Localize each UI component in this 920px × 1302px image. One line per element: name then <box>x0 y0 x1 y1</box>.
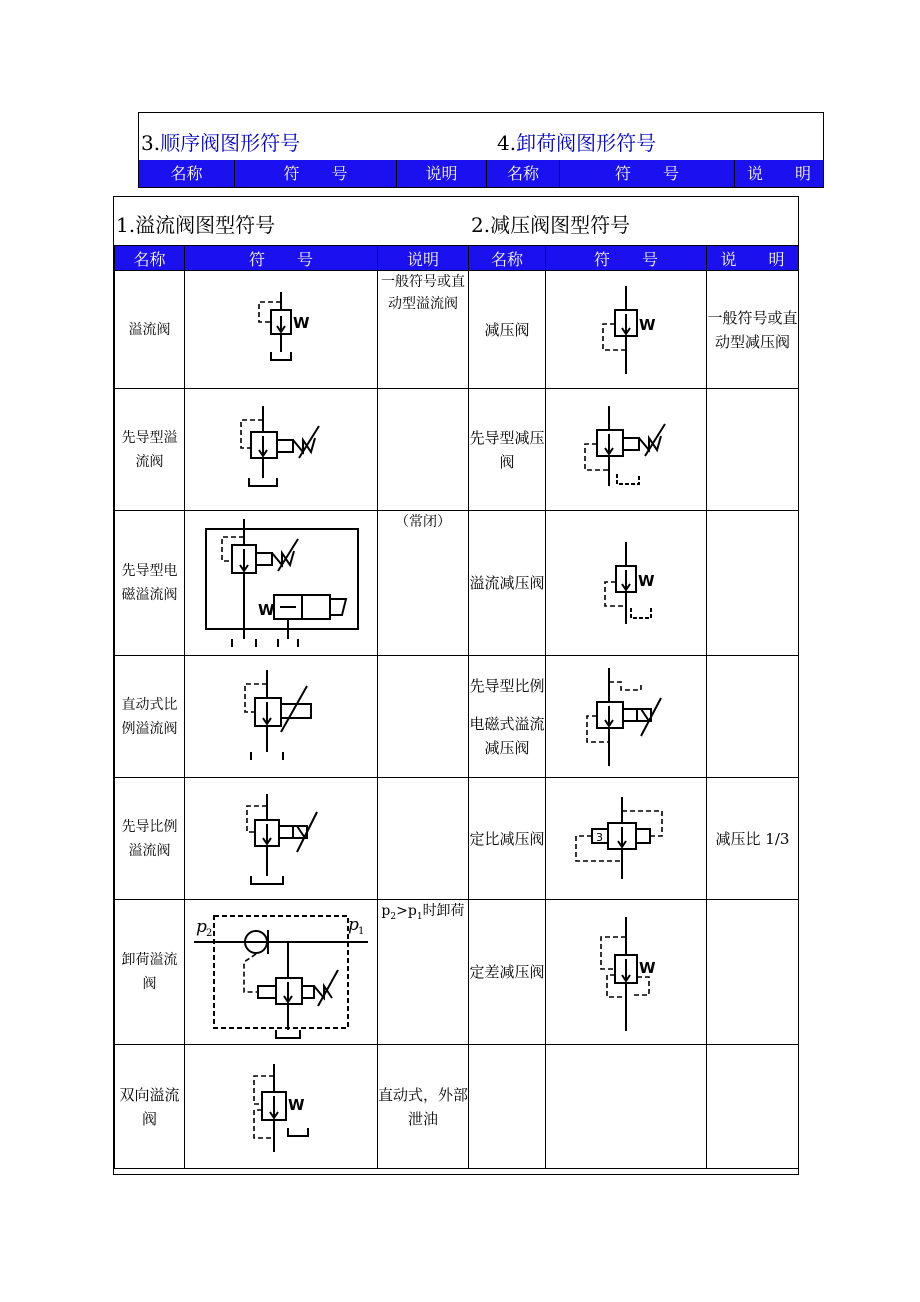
table-row <box>115 271 799 389</box>
row3-left-note: （常闭） <box>378 511 469 656</box>
section1-title: 1.溢流阀图型符号 <box>116 213 276 237</box>
fixed-ratio-reducing-valve-icon <box>556 789 696 889</box>
pilot-relief-valve-icon <box>211 400 351 500</box>
header-note-right: 说 明 <box>707 246 799 271</box>
section3-title: 3.顺序阀图形符号 <box>141 131 301 155</box>
svg-text:1: 1 <box>358 926 365 937</box>
header-name-left: 名称 <box>115 246 185 271</box>
row2-right-note <box>707 389 799 511</box>
pilot-solenoid-relief-valve-icon <box>188 515 374 651</box>
row5-left-note <box>378 778 469 900</box>
relief-valve-icon <box>221 280 341 380</box>
table-row <box>115 900 799 1045</box>
svg-text:W: W <box>258 601 275 619</box>
svg-text:W: W <box>293 313 310 332</box>
bidirectional-relief-valve-symbol <box>185 1045 378 1169</box>
fixed-difference-reducing-valve-icon <box>571 907 681 1037</box>
svg-text:W: W <box>638 572 655 590</box>
table-row <box>115 778 799 900</box>
fixed-difference-reducing-valve-symbol <box>546 900 707 1045</box>
top-header-note-1: 说明 <box>397 160 487 187</box>
top-header-name-2: 名称 <box>487 160 560 187</box>
table-row <box>115 1045 799 1169</box>
row1-left-note: 一般符号或直动型溢流阀 <box>378 271 469 389</box>
row3-right-note <box>707 511 799 656</box>
pilot-reducing-valve-symbol <box>546 389 707 511</box>
header-name-right: 名称 <box>469 246 546 271</box>
row1-right-name: 减压阀 <box>469 271 546 389</box>
row5-right-note: 减压比 1/3 <box>707 778 799 900</box>
svg-text:p: p <box>348 915 359 935</box>
row5-right-name: 定比减压阀 <box>469 778 546 900</box>
row4-right-name-line1: 先导型比例 <box>469 676 545 695</box>
direct-proportional-relief-valve-symbol <box>185 656 378 778</box>
valve-symbol-grid <box>114 245 799 1169</box>
section4-title: 4.卸荷阀图形符号 <box>497 131 657 155</box>
top-header-note-2: 说 明 <box>746 164 811 183</box>
pilot-proportional-reducing-valve-symbol <box>546 656 707 778</box>
main-header-row <box>115 246 799 271</box>
row7-right-note <box>707 1045 799 1169</box>
fixed-ratio-reducing-valve-symbol <box>546 778 707 900</box>
row2-right-name: 先导型减压阀 <box>469 389 546 511</box>
row7-right-symbol <box>546 1045 707 1169</box>
section2-title: 2.减压阀图型符号 <box>471 213 631 237</box>
table-row <box>115 389 799 511</box>
relief-valve-symbol <box>185 271 378 389</box>
sequence-unloading-table <box>138 112 824 188</box>
pilot-proportional-relief-valve-symbol <box>185 778 378 900</box>
row5-left-name: 先导比例溢流阀 <box>115 778 185 900</box>
table-row <box>115 656 799 778</box>
pilot-reducing-valve-icon <box>561 400 691 500</box>
row6-right-note <box>707 900 799 1045</box>
top-header-name-1: 名称 <box>139 160 235 187</box>
table-row <box>115 511 799 656</box>
header-symbol-left: 符 号 <box>185 246 378 271</box>
top-header-symbol-1: 符 号 <box>235 160 397 187</box>
unloading-relief-valve-symbol <box>185 900 378 1045</box>
svg-text:3: 3 <box>596 830 603 844</box>
pilot-proportional-relief-valve-icon <box>211 784 351 894</box>
svg-text:p: p <box>196 917 207 937</box>
row6-right-name: 定差减压阀 <box>469 900 546 1045</box>
direct-proportional-relief-valve-icon <box>211 662 351 772</box>
header-note-left: 说明 <box>378 246 469 271</box>
row7-right-name <box>469 1045 546 1169</box>
unloading-relief-valve-icon <box>188 902 374 1042</box>
row4-left-note <box>378 656 469 778</box>
row3-right-name: 溢流减压阀 <box>469 511 546 656</box>
svg-text:W: W <box>288 1095 305 1114</box>
bidirectional-relief-valve-icon <box>216 1052 346 1162</box>
svg-text:W: W <box>639 315 656 334</box>
svg-text:W: W <box>639 959 656 977</box>
row2-left-note <box>378 389 469 511</box>
row7-left-note: 直动式，外部泄油 <box>378 1045 469 1169</box>
reducing-valve-symbol <box>546 271 707 389</box>
pilot-solenoid-relief-valve-symbol <box>185 511 378 656</box>
relief-reducing-valve-icon <box>571 528 681 638</box>
row6-left-note: $p_2>p_1$时卸荷 <box>378 900 469 1045</box>
row2-left-name: 先导型溢流阀 <box>115 389 185 511</box>
relief-reducing-table <box>113 196 799 1175</box>
svg-text:2: 2 <box>206 928 213 939</box>
top-header-row <box>139 160 823 187</box>
row4-left-name: 直动式比例溢流阀 <box>115 656 185 778</box>
row1-right-note: 一般符号或直动型减压阀 <box>707 271 799 389</box>
relief-reducing-valve-symbol <box>546 511 707 656</box>
reducing-valve-icon <box>571 280 681 380</box>
row6-left-name: 卸荷溢流阀 <box>115 900 185 1045</box>
top-header-symbol-2: 符 号 <box>560 160 735 187</box>
row7-left-name: 双向溢流阀 <box>115 1045 185 1169</box>
row1-left-name: 溢流阀 <box>115 271 185 389</box>
row4-right-name <box>469 656 546 778</box>
header-symbol-right: 符 号 <box>546 246 707 271</box>
row3-left-name: 先导型电磁溢流阀 <box>115 511 185 656</box>
row4-right-note <box>707 656 799 778</box>
pilot-proportional-reducing-valve-icon <box>561 662 691 772</box>
row4-right-name-line2: 电磁式溢流减压阀 <box>469 714 545 757</box>
pilot-relief-valve-symbol <box>185 389 378 511</box>
